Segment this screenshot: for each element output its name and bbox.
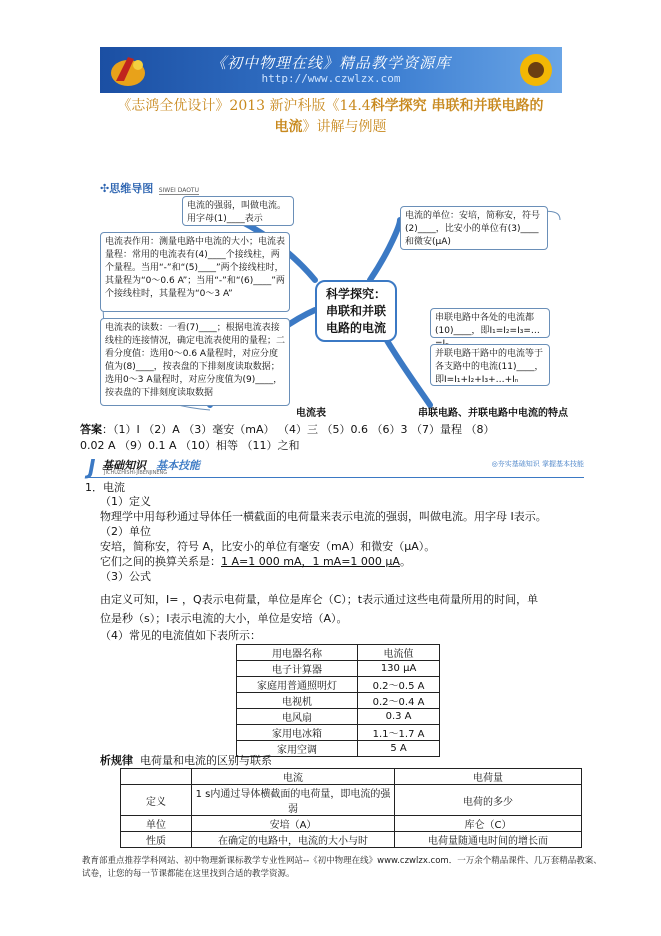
definition-text: 物理学中用每秒通过导体任一横截面的电荷量来表示电流的强弱，叫做电流。用字母 I表示。 (100, 510, 547, 523)
heading-formula: （3）公式 (100, 570, 151, 583)
unit-text: 安培，简称安，符号 A，比安小的单位有毫安（mA）和微安（μA）。 (100, 540, 436, 553)
table-cell: 5 A (358, 741, 440, 757)
table-cell: 安培（A） (192, 816, 395, 832)
table-row (237, 709, 440, 725)
table-cell: 定义 (121, 785, 192, 816)
table-cell: 库仑（C） (395, 816, 582, 832)
banner-url[interactable]: http://www.czwlzx.com (261, 72, 401, 85)
section-title-2: 基本技能 (156, 459, 200, 472)
banner-title: 《初中物理在线》精品教学资源库 (210, 54, 451, 72)
table-cell: 0.2～0.5 A (358, 677, 440, 693)
table-cell: 电风扇 (237, 709, 358, 725)
box-reading: 电流表的读数：一看(7)____；根据电流表接线柱的连接情况，确定电流表使用的量程；二看分度值：选用0～0.6 A量程时，对应分度值为(8)____，按表盘的下排刻度读取数据；选用0～3 A量程时，对应分度值为(9)____，按表盘的下排刻度读取数据 (100, 318, 290, 406)
document-title (20, 96, 641, 138)
table-row (237, 693, 440, 709)
section-j-icon: J (88, 455, 96, 479)
table-cell: 家用空调 (237, 741, 358, 757)
table-cell: 性质 (121, 832, 192, 848)
mind-map (100, 180, 570, 420)
table-row (237, 677, 440, 693)
table-row (121, 816, 582, 832)
conversion-relation: 1 A=1 000 mA，1 mA=1 000 μA (221, 555, 400, 568)
table-cell: 1.1～1.7 A (358, 725, 440, 741)
table-cell: 电荷量随通电时间的增长而 (395, 832, 582, 848)
table-header-cell: 电流 (192, 769, 395, 785)
heading-common-values: （4）常见的电流值如下表所示： (100, 629, 261, 642)
table-cell: 0.3 A (358, 709, 440, 725)
unit-conversion (100, 554, 411, 569)
heading-unit: （2）单位 (100, 525, 151, 538)
box-parallel: 并联电路干路中的电流等于各支路中的电流(11)____，即I=I₁+I₂+I₃+…+Iₙ (430, 344, 550, 386)
table-cell: 在确定的电路中，电流的大小与时 (192, 832, 395, 848)
rule-text: 电荷量和电流的区别与联系 (140, 754, 272, 767)
current-values-table (236, 644, 440, 757)
section-title: 基础知识 (102, 459, 146, 472)
table-cell: 电视机 (237, 693, 358, 709)
label-features: 串联电路、并联电路中电流的特点 (418, 408, 568, 419)
mindmap-tag-label: 思维导图 (109, 182, 154, 195)
answers (80, 422, 580, 454)
conversion-prefix: 它们之间的换算关系是： (100, 555, 221, 568)
conversion-suffix: 。 (399, 555, 411, 568)
box-definition: 电流的强弱，叫做电流。用字母(1)____表示 (182, 196, 294, 226)
section-pinyin: JICHUZHISHI·JIBENJINENG (104, 470, 168, 476)
table-row (237, 725, 440, 741)
title-suffix: 》讲解与例题 (302, 119, 387, 135)
table-cell: 电荷的多少 (395, 785, 582, 816)
answers-line1: ：（1）I （2）A （3）毫安（mA） （4）三 （5）0.6 （6）3 （7）量程 （8） (102, 423, 495, 436)
table-cell: 1 s内通过导体横截面的电荷量，即电流的强弱 (192, 785, 395, 816)
table-header-row (121, 769, 582, 785)
table-row (121, 785, 582, 816)
table-header-cell: 电流值 (358, 645, 440, 661)
formula-text-1: 由定义可知，I= ，Q表示电荷量，单位是库仑（C）；t表示通过这些电荷量所用的时间，单 (100, 593, 539, 606)
title-bold: 科学探究 串联和并联电路的 (370, 98, 544, 114)
title-bold-2: 电流 (274, 119, 303, 135)
page-footer: 教育部重点推荐学科网站、初中物理新课标教学专业性网站--《初中物理在线》www.czwlzx.com．一万余个精品课件、几万套精品教案、试卷，让您的每一节课都能在这里找到合适的教学资源。 (82, 856, 602, 879)
answers-label: 答案 (80, 423, 102, 436)
box-series: 串联电路中各处的电流都(10)____，即I₁=I₂=I₃=… (430, 308, 550, 338)
center-node: 科学探究：串联和并联电路的电流 (315, 280, 397, 342)
rule-line (100, 753, 272, 768)
rule-label: 析规律 (100, 754, 133, 767)
label-meter: 电流表 (296, 408, 326, 419)
section-slogan: ◎夯实基础知识 掌握基本技能 (491, 460, 584, 468)
mindmap-tag: ✣思维导图 SIWEI DAOTU (100, 182, 199, 195)
table-header-cell: 电荷量 (395, 769, 582, 785)
title-prefix: 《志鸿全优设计》2013 新沪科版《14.4 (117, 98, 371, 114)
table-cell: 130 μA (358, 661, 440, 677)
comparison-table (120, 768, 582, 848)
table-cell: 单位 (121, 816, 192, 832)
table-cell: 电子计算器 (237, 661, 358, 677)
table-row (237, 661, 440, 677)
section-header (88, 455, 584, 478)
table-header-row (237, 645, 440, 661)
box-meter: 电流表作用：测量电路中电流的大小；电流表量程：常用的电流表有(4)____个接线柱，两个量程。当用“-”和“(5)____”两个接线柱时，其量程为“0～0.6 A”；当用“-”和“(6)____”两个接线柱时，其量程为“0～3 A” (100, 232, 290, 312)
formula-text-2: 位是秒（s）；I表示电流的大小，单位是安培（A）。 (100, 612, 348, 625)
sunflower-icon (514, 50, 558, 90)
table-cell: 家庭用普通照明灯 (237, 677, 358, 693)
site-banner (100, 47, 562, 93)
table-header-cell: 用电器名称 (237, 645, 358, 661)
answers-line2: 0.02 A （9）0.1 A （10）相等 （11）之和 (80, 439, 300, 452)
table-row (121, 832, 582, 848)
heading-definition: （1）定义 (100, 495, 151, 508)
box-unit: 电流的单位：安培，简称安，符号(2)____，比安小的单位有(3)____和微安(μA) (400, 206, 548, 250)
table-cell: 0.2～0.4 A (358, 693, 440, 709)
table-header-cell (121, 769, 192, 785)
mindmap-tag-pinyin: SIWEI DAOTU (158, 187, 199, 194)
heading-current: 1．电流 (85, 481, 125, 494)
table-cell: 家用电冰箱 (237, 725, 358, 741)
